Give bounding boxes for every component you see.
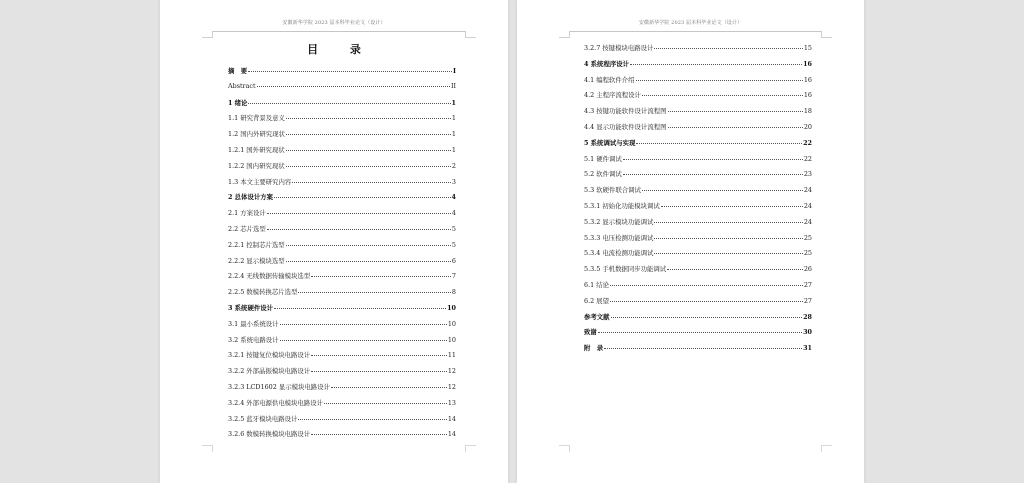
toc-entry-label: 6.1 结论 — [584, 280, 609, 289]
toc-leader-dots — [636, 80, 803, 81]
toc-leader-dots — [654, 48, 802, 49]
toc-entry-label: 5.3.3 电压检测功能调试 — [584, 233, 654, 242]
toc-leader-dots — [311, 371, 447, 372]
toc-leader-dots — [267, 213, 451, 214]
toc-leader-dots — [661, 206, 803, 207]
toc-entry-page-number: 14 — [447, 414, 456, 423]
toc-leader-dots — [610, 285, 803, 286]
toc-leader-dots — [610, 301, 803, 302]
toc-entry[interactable] — [228, 129, 456, 145]
toc-entry[interactable] — [584, 154, 812, 170]
table-of-contents-continued — [584, 43, 812, 359]
toc-entry-label: 3 系统硬件设计 — [228, 303, 274, 312]
toc-entry-label: 5.2 软件调试 — [584, 170, 622, 179]
toc-entry-page-number: 28 — [803, 312, 812, 321]
toc-entry-label: 3.2.5 蓝牙模块电路设计 — [228, 414, 298, 423]
toc-leader-dots — [280, 340, 447, 341]
toc-leader-dots — [286, 245, 451, 246]
toc-entry-page-number: 13 — [447, 398, 456, 407]
toc-entry-page-number: 26 — [803, 265, 812, 274]
toc-entry-label: 1.3 本文主要研究内容 — [228, 177, 292, 186]
toc-leader-dots — [642, 190, 803, 191]
toc-entry-page-number: 25 — [803, 249, 812, 258]
toc-entry-label: 5.1 硬件调试 — [584, 154, 622, 163]
toc-leader-dots — [286, 118, 451, 119]
toc-leader-dots — [667, 269, 803, 270]
toc-leader-dots — [623, 174, 803, 175]
toc-entry-label: 3.1 最小系统设计 — [228, 319, 279, 328]
crop-mark-bottom-right — [821, 445, 832, 452]
toc-leader-dots — [298, 292, 451, 293]
toc-entry-label: 3.2.3 LCD1602 显示模块电路设计 — [228, 382, 330, 391]
toc-entry[interactable] — [584, 296, 812, 312]
toc-entry-label: 4.1 编程软件介绍 — [584, 75, 635, 84]
toc-entry[interactable] — [228, 256, 456, 272]
toc-entry[interactable] — [584, 343, 812, 359]
toc-leader-dots — [286, 261, 451, 262]
toc-entry-page-number: 8 — [451, 288, 456, 297]
toc-entry-label: 5.3.2 显示模块功能调试 — [584, 217, 654, 226]
toc-leader-dots — [630, 64, 802, 65]
toc-entry-page-number: 22 — [803, 154, 812, 163]
crop-mark-bottom-left — [559, 445, 570, 452]
toc-leader-dots — [331, 387, 447, 388]
toc-entry[interactable] — [228, 271, 456, 287]
running-header: 安徽新华学院 2023 届本科毕业论文（设计） — [282, 20, 386, 26]
toc-entry[interactable] — [228, 303, 456, 319]
crop-mark-top-right — [465, 31, 476, 38]
toc-entry[interactable] — [228, 161, 456, 177]
toc-entry-page-number: 7 — [451, 272, 456, 281]
toc-entry-label: 3.2.7 按键模块电路设计 — [584, 44, 654, 52]
document-page-right — [517, 0, 864, 483]
toc-entry[interactable] — [228, 224, 456, 240]
toc-leader-dots — [292, 182, 451, 183]
toc-entry-page-number: 27 — [803, 296, 812, 305]
toc-entry-label: 2.2.5 数模转换芯片选型 — [228, 288, 298, 297]
toc-entry[interactable] — [228, 335, 456, 351]
toc-entry[interactable] — [584, 169, 812, 185]
toc-entry[interactable] — [584, 327, 812, 343]
toc-leader-dots — [654, 238, 802, 239]
toc-entry-label: 5.3.1 初始化功能模块调试 — [584, 201, 660, 210]
toc-entry-page-number: 27 — [803, 280, 812, 289]
toc-leader-dots — [280, 324, 447, 325]
toc-entry-page-number: 10 — [447, 319, 456, 328]
header-rule — [569, 31, 822, 32]
toc-entry-page-number: 24 — [803, 217, 812, 226]
toc-entry-label: 3.2.2 外部晶振模块电路设计 — [228, 367, 311, 376]
toc-leader-dots — [598, 332, 802, 333]
toc-entry-page-number: II — [450, 81, 456, 90]
toc-leader-dots — [286, 134, 451, 135]
crop-mark-bottom-right — [465, 445, 476, 452]
toc-entry[interactable] — [228, 208, 456, 224]
toc-entry-page-number: 4 — [451, 209, 456, 218]
toc-entry-label: 4 系统程序设计 — [584, 59, 630, 68]
toc-entry-page-number: 16 — [803, 59, 812, 68]
toc-entry-page-number: I — [453, 67, 456, 75]
toc-entry-label: 1 绪论 — [228, 98, 248, 107]
table-of-contents — [228, 66, 456, 445]
toc-entry-page-number: 22 — [803, 138, 812, 147]
toc-entry[interactable] — [584, 280, 812, 296]
toc-entry-page-number: 2 — [451, 161, 456, 170]
toc-leader-dots — [611, 317, 803, 318]
toc-leader-dots — [286, 150, 451, 151]
toc-entry-label: Abstract — [228, 81, 256, 90]
toc-entry-label: 2.1 方案设计 — [228, 209, 266, 218]
toc-entry-label: 6.2 展望 — [584, 296, 609, 305]
toc-entry-page-number: 15 — [803, 44, 812, 52]
toc-entry[interactable] — [584, 185, 812, 201]
toc-leader-dots — [642, 95, 803, 96]
toc-entry-label: 1.2.2 国内研究现状 — [228, 161, 285, 170]
toc-leader-dots — [311, 355, 447, 356]
toc-entry[interactable] — [584, 201, 812, 217]
toc-entry-page-number: 31 — [803, 344, 812, 353]
toc-entry-page-number: 10 — [447, 303, 456, 312]
toc-entry[interactable] — [228, 398, 456, 414]
toc-entry-page-number: 30 — [803, 328, 812, 337]
toc-leader-dots — [248, 103, 450, 104]
toc-entry[interactable] — [584, 217, 812, 233]
crop-mark-top-right — [821, 31, 832, 38]
toc-entry[interactable] — [584, 233, 812, 249]
toc-entry[interactable] — [228, 82, 456, 98]
toc-leader-dots — [274, 308, 446, 309]
toc-entry[interactable] — [584, 75, 812, 91]
toc-leader-dots — [298, 419, 446, 420]
toc-entry[interactable] — [228, 66, 456, 82]
toc-entry[interactable] — [228, 113, 456, 129]
toc-entry-page-number: 11 — [447, 351, 456, 360]
toc-entry[interactable] — [584, 90, 812, 106]
toc-entry-page-number: 24 — [803, 186, 812, 195]
toc-entry-label: 2 总体设计方案 — [228, 193, 274, 202]
toc-entry-label: 4.2 主程序流程设计 — [584, 91, 641, 100]
toc-entry-label: 参考文献 — [584, 312, 610, 321]
toc-entry-label: 致谢 — [584, 328, 597, 337]
toc-entry-page-number: 3 — [451, 177, 456, 186]
toc-leader-dots — [623, 159, 803, 160]
toc-entry-label: 2.2.2 显示模块选型 — [228, 256, 285, 265]
toc-leader-dots — [636, 143, 802, 144]
toc-entry-page-number: 5 — [451, 224, 456, 233]
toc-entry-label: 4.3 按键功能软件设计流程图 — [584, 107, 667, 116]
crop-mark-bottom-left — [202, 445, 213, 452]
toc-entry-label: 5.3.5 手机数据同步功能调试 — [584, 265, 667, 274]
toc-entry-page-number: 1 — [451, 145, 456, 154]
toc-entry[interactable] — [584, 264, 812, 280]
toc-entry-label: 5.3 软硬件联合调试 — [584, 186, 641, 195]
toc-entry[interactable] — [584, 106, 812, 122]
toc-entry-page-number: 6 — [451, 256, 456, 265]
toc-entry[interactable] — [228, 98, 456, 114]
toc-title: 目 录 — [307, 43, 375, 56]
toc-leader-dots — [604, 348, 802, 349]
toc-entry-page-number: 5 — [451, 240, 456, 249]
toc-entry-label: 4.4 显示功能软件设计流程图 — [584, 122, 667, 131]
toc-leader-dots — [311, 276, 451, 277]
toc-entry-label: 5.3.4 电流检测功能调试 — [584, 249, 654, 258]
crop-mark-top-left — [202, 31, 213, 38]
toc-entry-label: 1.2 国内外研究现状 — [228, 130, 285, 139]
toc-leader-dots — [274, 197, 451, 198]
toc-entry-label: 3.2.1 按键复位模块电路设计 — [228, 351, 311, 360]
toc-leader-dots — [324, 403, 447, 404]
document-page-left — [160, 0, 508, 483]
toc-entry[interactable] — [228, 145, 456, 161]
toc-entry-label: 2.2 芯片选型 — [228, 224, 266, 233]
toc-entry-page-number: 12 — [447, 367, 456, 376]
toc-entry-label: 5 系统调试与实现 — [584, 138, 636, 147]
header-rule — [212, 31, 466, 32]
toc-entry[interactable] — [228, 287, 456, 303]
toc-leader-dots — [668, 111, 803, 112]
toc-entry[interactable] — [584, 122, 812, 138]
toc-entry-page-number: 18 — [803, 107, 812, 116]
toc-leader-dots — [286, 166, 451, 167]
crop-mark-top-left — [559, 31, 570, 38]
toc-leader-dots — [311, 434, 447, 435]
toc-entry-page-number: 16 — [803, 75, 812, 84]
toc-entry-label: 3.2 系统电路设计 — [228, 335, 279, 344]
toc-entry-label: 2.2.1 控制芯片选型 — [228, 240, 285, 249]
toc-leader-dots — [267, 229, 451, 230]
toc-entry[interactable] — [584, 59, 812, 75]
toc-entry[interactable] — [228, 414, 456, 430]
toc-entry-label: 摘 要 — [228, 67, 248, 75]
toc-entry[interactable] — [584, 138, 812, 154]
toc-entry-label: 1.1 研究背景及意义 — [228, 114, 285, 123]
toc-leader-dots — [654, 222, 802, 223]
toc-entry-label: 1.2.1 国外研究现状 — [228, 145, 285, 154]
toc-entry-label: 附 录 — [584, 344, 604, 353]
toc-entry[interactable] — [228, 366, 456, 382]
toc-entry-page-number: 1 — [451, 114, 456, 123]
toc-entry-page-number: 16 — [803, 91, 812, 100]
toc-entry-label: 3.2.6 数模转换模块电路设计 — [228, 430, 311, 439]
toc-entry-page-number: 1 — [451, 98, 456, 107]
toc-entry[interactable] — [584, 312, 812, 328]
toc-entry[interactable] — [228, 319, 456, 335]
toc-entry-label: 2.2.4 无线数据传输模块选型 — [228, 272, 311, 281]
toc-leader-dots — [654, 253, 802, 254]
toc-entry[interactable] — [228, 240, 456, 256]
toc-entry-page-number: 14 — [447, 430, 456, 439]
toc-entry[interactable] — [228, 382, 456, 398]
toc-entry-label: 3.2.4 外部电源供电模块电路设计 — [228, 398, 323, 407]
toc-entry-page-number: 1 — [451, 130, 456, 139]
toc-entry-page-number: 20 — [803, 122, 812, 131]
toc-entry-page-number: 4 — [451, 193, 456, 202]
toc-entry[interactable] — [584, 43, 812, 59]
toc-entry[interactable] — [228, 350, 456, 366]
toc-entry-page-number: 25 — [803, 233, 812, 242]
toc-entry-page-number: 23 — [803, 170, 812, 179]
toc-entry-page-number: 12 — [447, 382, 456, 391]
toc-leader-dots — [668, 127, 803, 128]
toc-entry[interactable] — [584, 248, 812, 264]
toc-leader-dots — [248, 71, 452, 72]
toc-leader-dots — [257, 86, 450, 87]
running-header: 安徽新华学院 2023 届本科毕业论文（设计） — [638, 20, 743, 26]
toc-entry-page-number: 10 — [447, 335, 456, 344]
toc-entry[interactable] — [228, 177, 456, 193]
toc-entry[interactable] — [228, 192, 456, 208]
toc-entry[interactable] — [228, 429, 456, 445]
toc-entry-page-number: 24 — [803, 201, 812, 210]
